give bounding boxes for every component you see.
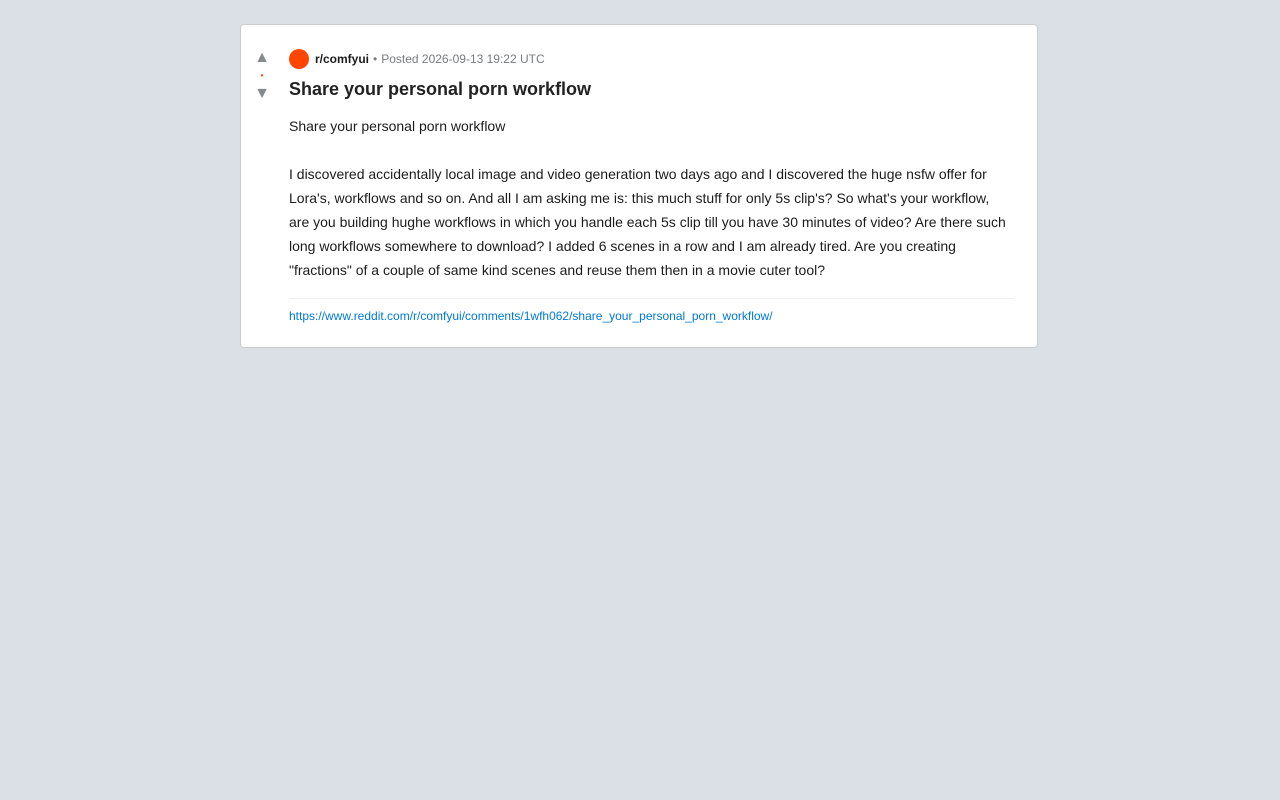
vote-column <box>241 49 283 103</box>
post-permalink[interactable]: https://www.reddit.com/r/comfyui/comments/1wfh062/share_your_personal_porn_workflow/ <box>289 309 773 323</box>
post-body <box>289 114 1013 282</box>
meta-separator: • <box>373 52 378 66</box>
vote-score: • <box>260 71 264 80</box>
subreddit-avatar-icon[interactable] <box>289 49 309 69</box>
post-meta <box>289 49 1013 69</box>
downvote-icon[interactable]: ▼ <box>254 85 270 102</box>
post-card <box>240 24 1038 348</box>
post-title[interactable]: Share your personal porn workflow <box>289 79 592 99</box>
subreddit-link[interactable]: r/comfyui <box>315 52 370 66</box>
post-body-paragraph: I discovered accidentally local image and video generation two days ago and I discovered the huge nsfw offer for Lora's, workflows and so on. And all I am asking me is: this much stuff for only 5s clip's? So what's your workflow, are you building hughe workflows in which you handle each 5s clip till you have 30 minutes of video? Are there such long workflows somewhere to download? I added 6 scenes in a row and I am already tired. Are you creating "fractions" of a couple of same kind scenes and reuse them then in a movie cuter tool? <box>289 166 1006 278</box>
post-footer <box>289 298 1013 325</box>
post-timestamp: Posted 2026-09-13 19:22 UTC <box>381 52 545 66</box>
upvote-icon[interactable]: ▲ <box>254 49 270 66</box>
post-body-paragraph: Share your personal porn workflow <box>289 118 506 134</box>
